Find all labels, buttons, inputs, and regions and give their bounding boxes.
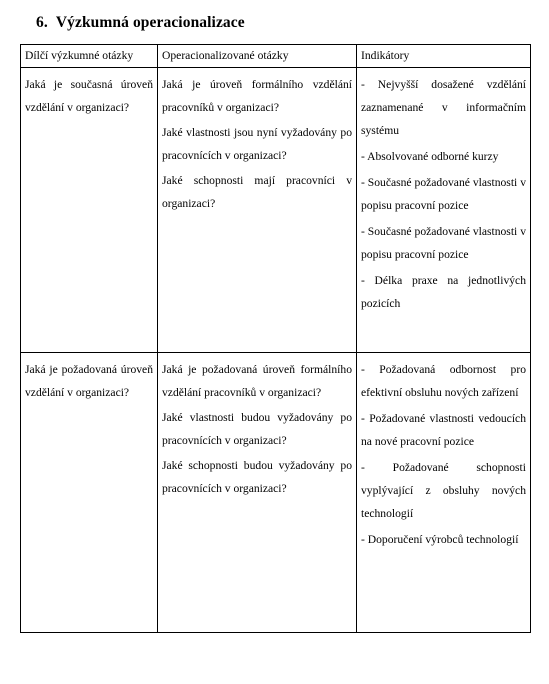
operationalized-question: Jaká je úroveň formálního vzdělání pracovníků v organizaci? (162, 78, 352, 114)
operationalized-question: Jaké vlastnosti jsou nyní vyžadovány po pracovnících v organizaci? (162, 126, 352, 162)
operationalized-question: Jaké vlastnosti budou vyžadovány po pracovnících v organizaci? (162, 411, 352, 447)
section-title: Výzkumná operacionalizace (55, 14, 245, 31)
header-operationalized: Operacionalizované otázky (158, 45, 357, 68)
indicator-item: - Délka praxe na jednotlivých pozicích (361, 274, 526, 310)
indicator-item: - Současné požadované vlastnosti v popisu pracovní pozice (361, 225, 526, 261)
operationalized-question: Jaké schopnosti budou vyžadovány po pracovnících v organizaci? (162, 459, 352, 495)
subquestion-cell (21, 353, 158, 633)
indicators-cell (357, 68, 531, 353)
table-row (21, 68, 531, 353)
subquestion-cell (21, 68, 158, 353)
operationalized-question: Jaká je požadovaná úroveň formálního vzdělání pracovníků v organizaci? (162, 363, 352, 399)
section-number: 6. (36, 14, 48, 31)
operationalized-question: Jaké schopnosti mají pracovníci v organizaci? (162, 174, 352, 210)
indicator-item: - Nejvyšší dosažené vzdělání zaznamenané v informačním systému (361, 78, 526, 137)
indicator-item: - Požadované vlastnosti vedoucích na nové pracovní pozice (361, 412, 526, 448)
header-indicators: Indikátory (357, 45, 531, 68)
table-header-row (21, 45, 531, 68)
table-row (21, 353, 531, 633)
operationalized-cell (158, 353, 357, 633)
subquestion-text: Jaká je požadovaná úroveň vzdělání v organizaci? (25, 363, 153, 399)
indicator-item: - Současné požadované vlastnosti v popisu pracovní pozice (361, 176, 526, 212)
section-heading (36, 14, 245, 32)
subquestion-text: Jaká je současná úroveň vzdělání v organizaci? (25, 78, 153, 114)
indicator-item: - Požadovaná odbornost pro efektivní obsluhu nových zařízení (361, 363, 526, 399)
operationalized-cell (158, 68, 357, 353)
operationalization-table (20, 44, 531, 633)
indicators-cell (357, 353, 531, 633)
indicator-item: - Doporučení výrobců technologií (361, 533, 519, 546)
indicator-item: - Požadované schopnosti vyplývající z obsluhy nových technologií (361, 461, 526, 520)
indicator-item: - Absolvované odborné kurzy (361, 150, 499, 163)
header-subquestions: Dílčí výzkumné otázky (21, 45, 158, 68)
